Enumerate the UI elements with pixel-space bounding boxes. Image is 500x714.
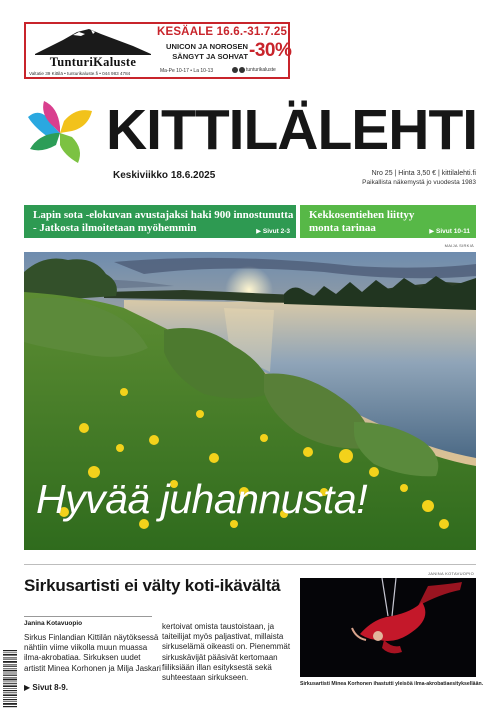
article-line: ilma-akrobatiaa. Sirkuksen uudet: [24, 653, 141, 663]
photo-credit: MAIJA SIRKIÄ: [444, 243, 474, 248]
ad-contact: Valtatie 39 Kittilä • tunturikaluste.fi • 044 983 4784: [29, 71, 131, 76]
teaser-headline: [309, 209, 414, 234]
ad-social-handle: tunturikaluste: [246, 67, 276, 73]
triangle-right-icon: ▶: [24, 683, 31, 692]
facebook-icon: [239, 67, 245, 73]
colorful-x-logo-icon[interactable]: [24, 97, 96, 169]
teaser-line: Lapin sota -elokuvan avustajaksi haki 900 innostunutta: [33, 209, 294, 221]
ad-brand-block: [29, 26, 157, 76]
article-line: suhteestaan sirkukseen.: [162, 673, 249, 683]
article-pages-link[interactable]: [24, 683, 68, 692]
teaser-line: Kekkosentiehen liittyy: [309, 209, 415, 221]
article-line: Sirkus Finlandian Kittilän näytöksessä: [24, 633, 159, 642]
article-line: nähtiin viime viikolla muun muassa: [24, 643, 148, 653]
teaser-pages: [429, 227, 470, 235]
article-line: sirkuskävijät pääsivät kertomaan: [162, 652, 278, 662]
photo-caption: Hyvää juhannusta!: [36, 476, 368, 522]
teaser-kekkosentie[interactable]: [300, 205, 476, 238]
article-pages-label: Sivut 8-9.: [32, 683, 68, 692]
article-image-caption: Sirkusartisti Minea Korhonen ihastutti yleisöä ilma-akrobatiaesityksellään.: [300, 681, 484, 687]
barcode-icon: [3, 650, 17, 708]
ad-opening-hours: Ma-Pe 10-17 • La 10-13: [160, 68, 214, 74]
article-line: kertoivat omista taustoistaan, ja: [162, 622, 275, 631]
issue-tagline: Paikallista näkemystä jo vuodesta 1983: [362, 179, 476, 186]
article-column-2: [162, 622, 292, 683]
issue-info: Nro 25 | Hinta 3,50 € | kittilalehti.fi: [371, 170, 476, 177]
main-photo[interactable]: [24, 252, 476, 550]
article-headline[interactable]: Sirkusartisti ei välty koti-ikävältä: [24, 576, 281, 595]
teaser-lapin-sota[interactable]: [24, 205, 296, 238]
article-image-credit: JANINA KOTAVUOPIO: [427, 571, 474, 576]
ad-brand-name: TunturiKaluste: [49, 55, 137, 69]
mountain-logo-icon: [33, 26, 153, 56]
triangle-right-icon: ▶: [256, 228, 262, 235]
ad-product-line: UNICON JA NOROSEN: [166, 42, 248, 51]
ad-products: [156, 42, 248, 62]
ad-discount: -30%: [249, 40, 292, 61]
article-line: fiiliksiään illan esityksestä sekä: [162, 662, 272, 672]
article-line: artistit Minea Korhonen ja Milja Jaskari: [24, 663, 161, 673]
teaser-pages-label: Sivut 2-3: [262, 228, 290, 235]
ad-product-line: SÄNGYT JA SOHVAT: [172, 52, 248, 61]
triangle-right-icon: ▶: [429, 228, 435, 235]
article-column-1: [24, 633, 161, 674]
teaser-pages: [256, 227, 290, 235]
article-image[interactable]: [300, 578, 476, 677]
article-line: sirkuselämä oikeasti on. Pienemmät: [162, 642, 291, 652]
tunturikaluste-ad[interactable]: [24, 22, 290, 79]
teaser-pages-label: Sivut 10-11: [436, 228, 470, 235]
instagram-icon: [232, 67, 238, 73]
issue-date: Keskiviikko 18.6.2025: [113, 170, 216, 181]
masthead-title[interactable]: KITTILÄLEHTI: [106, 98, 478, 162]
section-divider: [24, 564, 476, 565]
teaser-line: - Jatkosta ilmoitetaan myöhemmin: [33, 221, 197, 234]
teaser-headline: [33, 209, 293, 234]
byline-rule: [24, 616, 152, 617]
article-line: taiteilijat myös paljastivat, millaista: [162, 632, 284, 642]
ad-season-sale: KESÄALE 16.6.-31.7.25: [156, 26, 288, 38]
teaser-line: monta tarinaa: [309, 221, 376, 234]
aerial-acrobat-image: [300, 578, 476, 677]
ad-social: [232, 67, 276, 73]
article-byline: Janina Kotavuopio: [24, 620, 83, 627]
ad-offer-block: [156, 24, 292, 77]
